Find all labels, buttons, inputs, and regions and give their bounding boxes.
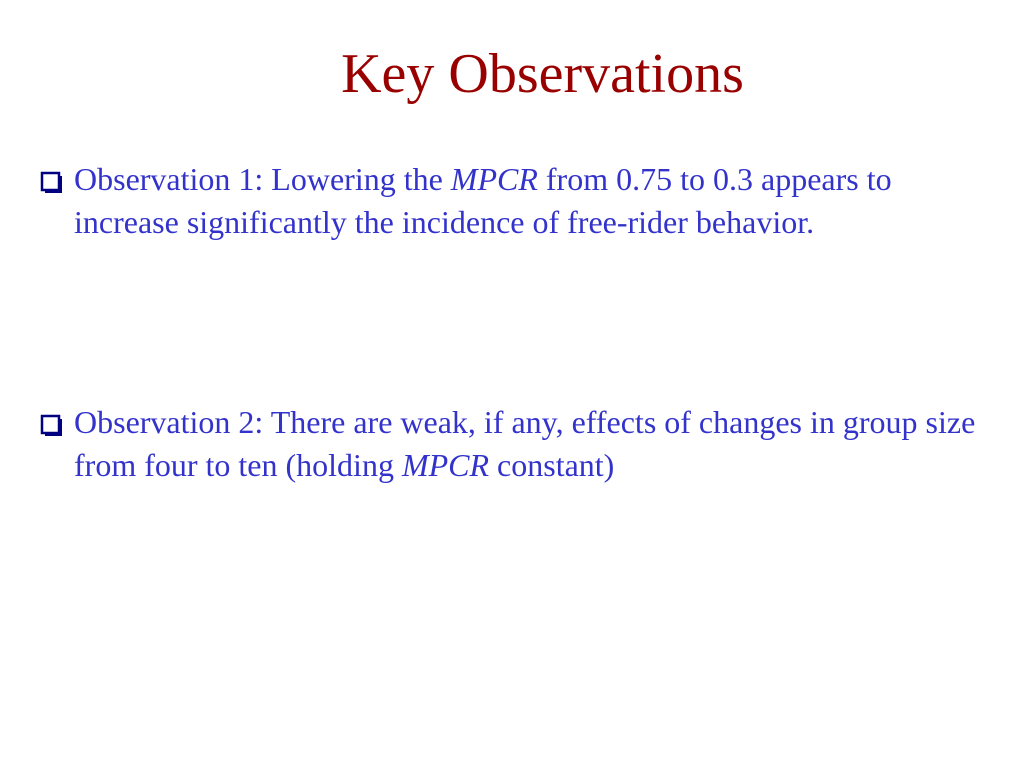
mpcr-term: MPCR [450, 161, 538, 197]
hollow-square-bullet-icon [40, 414, 64, 438]
observation-1-text [74, 158, 1000, 244]
hollow-square-bullet-icon [40, 171, 64, 195]
observation-1-lead: Observation 1: Lowering the [74, 161, 451, 197]
observation-2-text [74, 401, 1000, 487]
mpcr-term: MPCR [401, 447, 490, 483]
observation-2-bullet [40, 401, 1000, 487]
observation-1-bullet [40, 158, 1000, 244]
observation-1-rest: from 0.75 to 0.3 appears to increase significantly the incidence of free-rider behavior. [74, 161, 892, 240]
observation-2-rest: constant) [489, 447, 615, 483]
slide-title: Key Observations [341, 43, 744, 105]
observation-2-lead: Observation 2: There are weak, if any, effects of changes in group size from four to ten (holding [74, 404, 976, 483]
